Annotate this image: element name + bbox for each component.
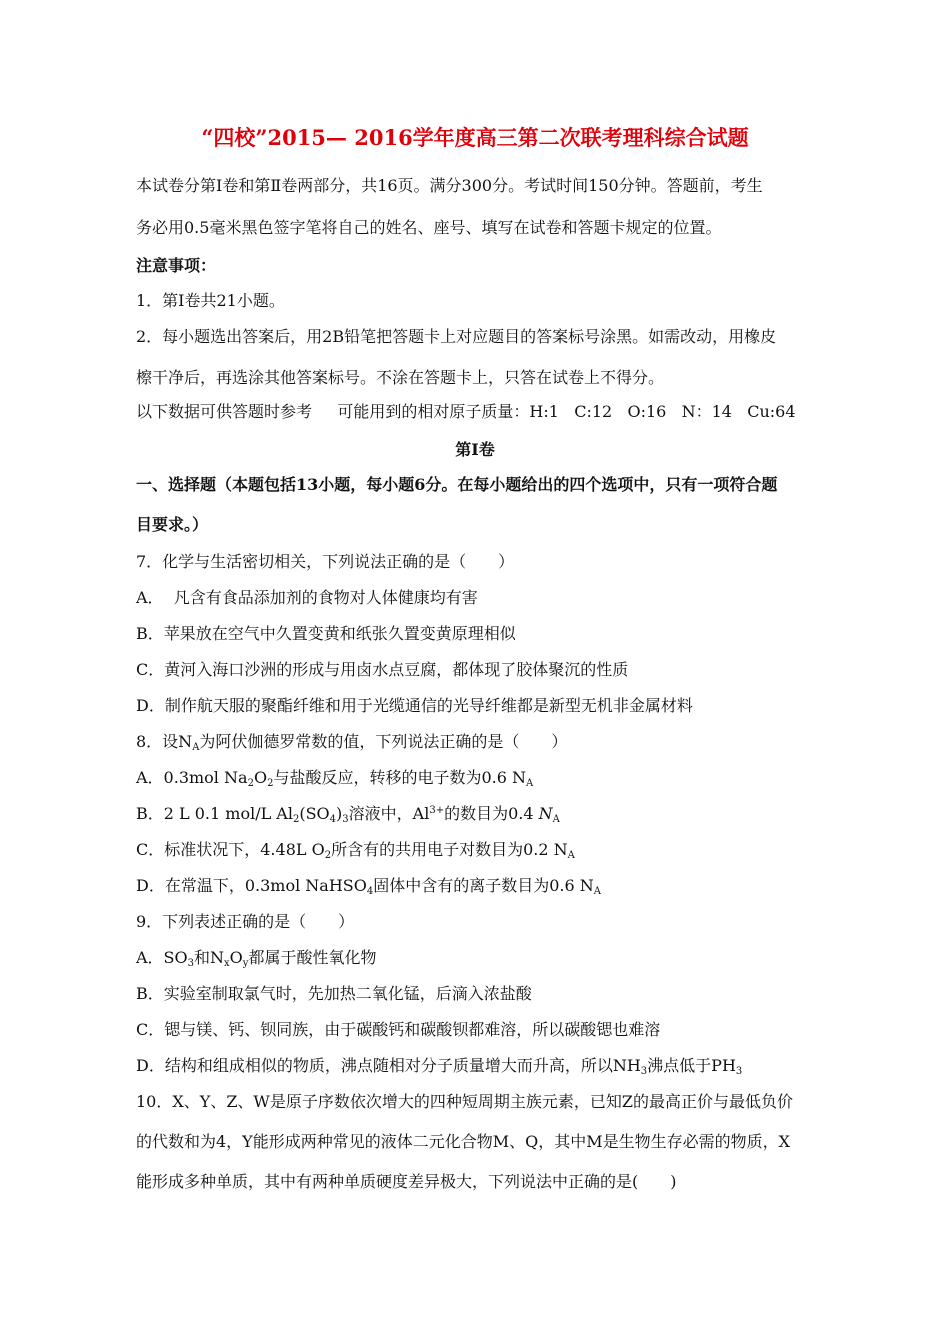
intro-line-1: 本试卷分第Ⅰ卷和第Ⅱ卷两部分，共16页。满分300分。考试时间150分钟。答题前，考生	[136, 176, 763, 195]
notes-item-2-line-2: 檫干净后，再选涂其他答案标号。不涂在答题卡上，只答在试卷上不得分。	[136, 368, 665, 387]
reference-data: 以下数据可供答题时参考 可能用到的相对原子质量：H:1 C:12 O:16 N：14 Cu:64	[136, 402, 796, 421]
q7-option-a: A． 凡含有食品添加剂的食物对人体健康均有害	[136, 588, 478, 607]
intro-line-2: 务必用0.5毫米黑色签字笔将自己的姓名、座号、填写在试卷和答题卡规定的位置。	[136, 218, 722, 237]
notes-item-1: 1．第Ⅰ卷共21小题。	[136, 291, 285, 310]
notes-item-2-line-1: 2．每小题选出答案后，用2B铅笔把答题卡上对应题目的答案标号涂黑。如需改动，用橡皮	[136, 327, 777, 346]
q9-option-b: B．实验室制取氯气时，先加热二氧化锰，后滴入浓盐酸	[136, 984, 532, 1003]
q9-stem: 9．下列表述正确的是（ ）	[136, 912, 355, 931]
volume-heading: 第Ⅰ卷	[455, 440, 495, 459]
q8-option-b: B．2 L 0.1 mol/L $Al_2(SO_4)_3$溶液中，$Al^{3+}$的数目为0.4 $N_A$	[136, 804, 560, 825]
q10-line-3: 能形成多种单质，其中有两种单质硬度差异极大，下列说法中正确的是( )	[136, 1172, 677, 1191]
q8-option-a: A．0.3mol $Na_2O_2$与盐酸反应，转移的电子数为0.6 $N_A$	[136, 768, 534, 789]
q9-option-c: C．锶与镁、钙、钡同族，由于碳酸钙和碳酸钡都难溶，所以碳酸锶也难溶	[136, 1020, 661, 1039]
exam-title: “四校”2015— 2016学年度高三第二次联考理科综合试题	[201, 125, 749, 150]
q8-option-c: C．标准状况下，4.48L $O_2$所含有的共用电子对数目为0.2 $N_A$	[136, 840, 575, 861]
q9-option-d: D．结构和组成相似的物质，沸点随相对分子质量增大而升高，所以$NH_3$沸点低于$PH_3$	[136, 1056, 743, 1077]
q7-option-b: B．苹果放在空气中久置变黄和纸张久置变黄原理相似	[136, 624, 516, 643]
notes-heading: 注意事项：	[136, 256, 217, 275]
q7-option-c: C．黄河入海口沙洲的形成与用卤水点豆腐，都体现了胶体聚沉的性质	[136, 660, 629, 679]
q7-option-d: D．制作航天服的聚酯纤维和用于光缆通信的光导纤维都是新型无机非金属材料	[136, 696, 693, 715]
section-heading-line-1: 一、选择题（本题包括13小题，每小题6分。在每小题给出的四个选项中，只有一项符合题	[136, 475, 778, 494]
section-heading-line-2: 目要求。）	[136, 515, 209, 534]
q8-stem: 8．设$N_A$为阿伏伽德罗常数的值，下列说法正确的是（ ）	[136, 732, 568, 753]
q8-option-d: D．在常温下，0.3mol NaHSO$_4$固体中含有的离子数目为0.6 $N_A$	[136, 876, 602, 897]
q10-line-2: 的代数和为4，Y能形成两种常见的液体二元化合物M、Q，其中M是生物生存必需的物质，X	[136, 1132, 791, 1151]
q7-stem: 7．化学与生活密切相关，下列说法正确的是（ ）	[136, 552, 515, 571]
q9-option-a: A．$SO_3$和$N_xO_y$都属于酸性氧化物	[136, 948, 377, 969]
q10-line-1: 10．X、Y、Z、W是原子序数依次增大的四种短周期主族元素，已知Z的最高正价与最低负价	[136, 1092, 793, 1111]
